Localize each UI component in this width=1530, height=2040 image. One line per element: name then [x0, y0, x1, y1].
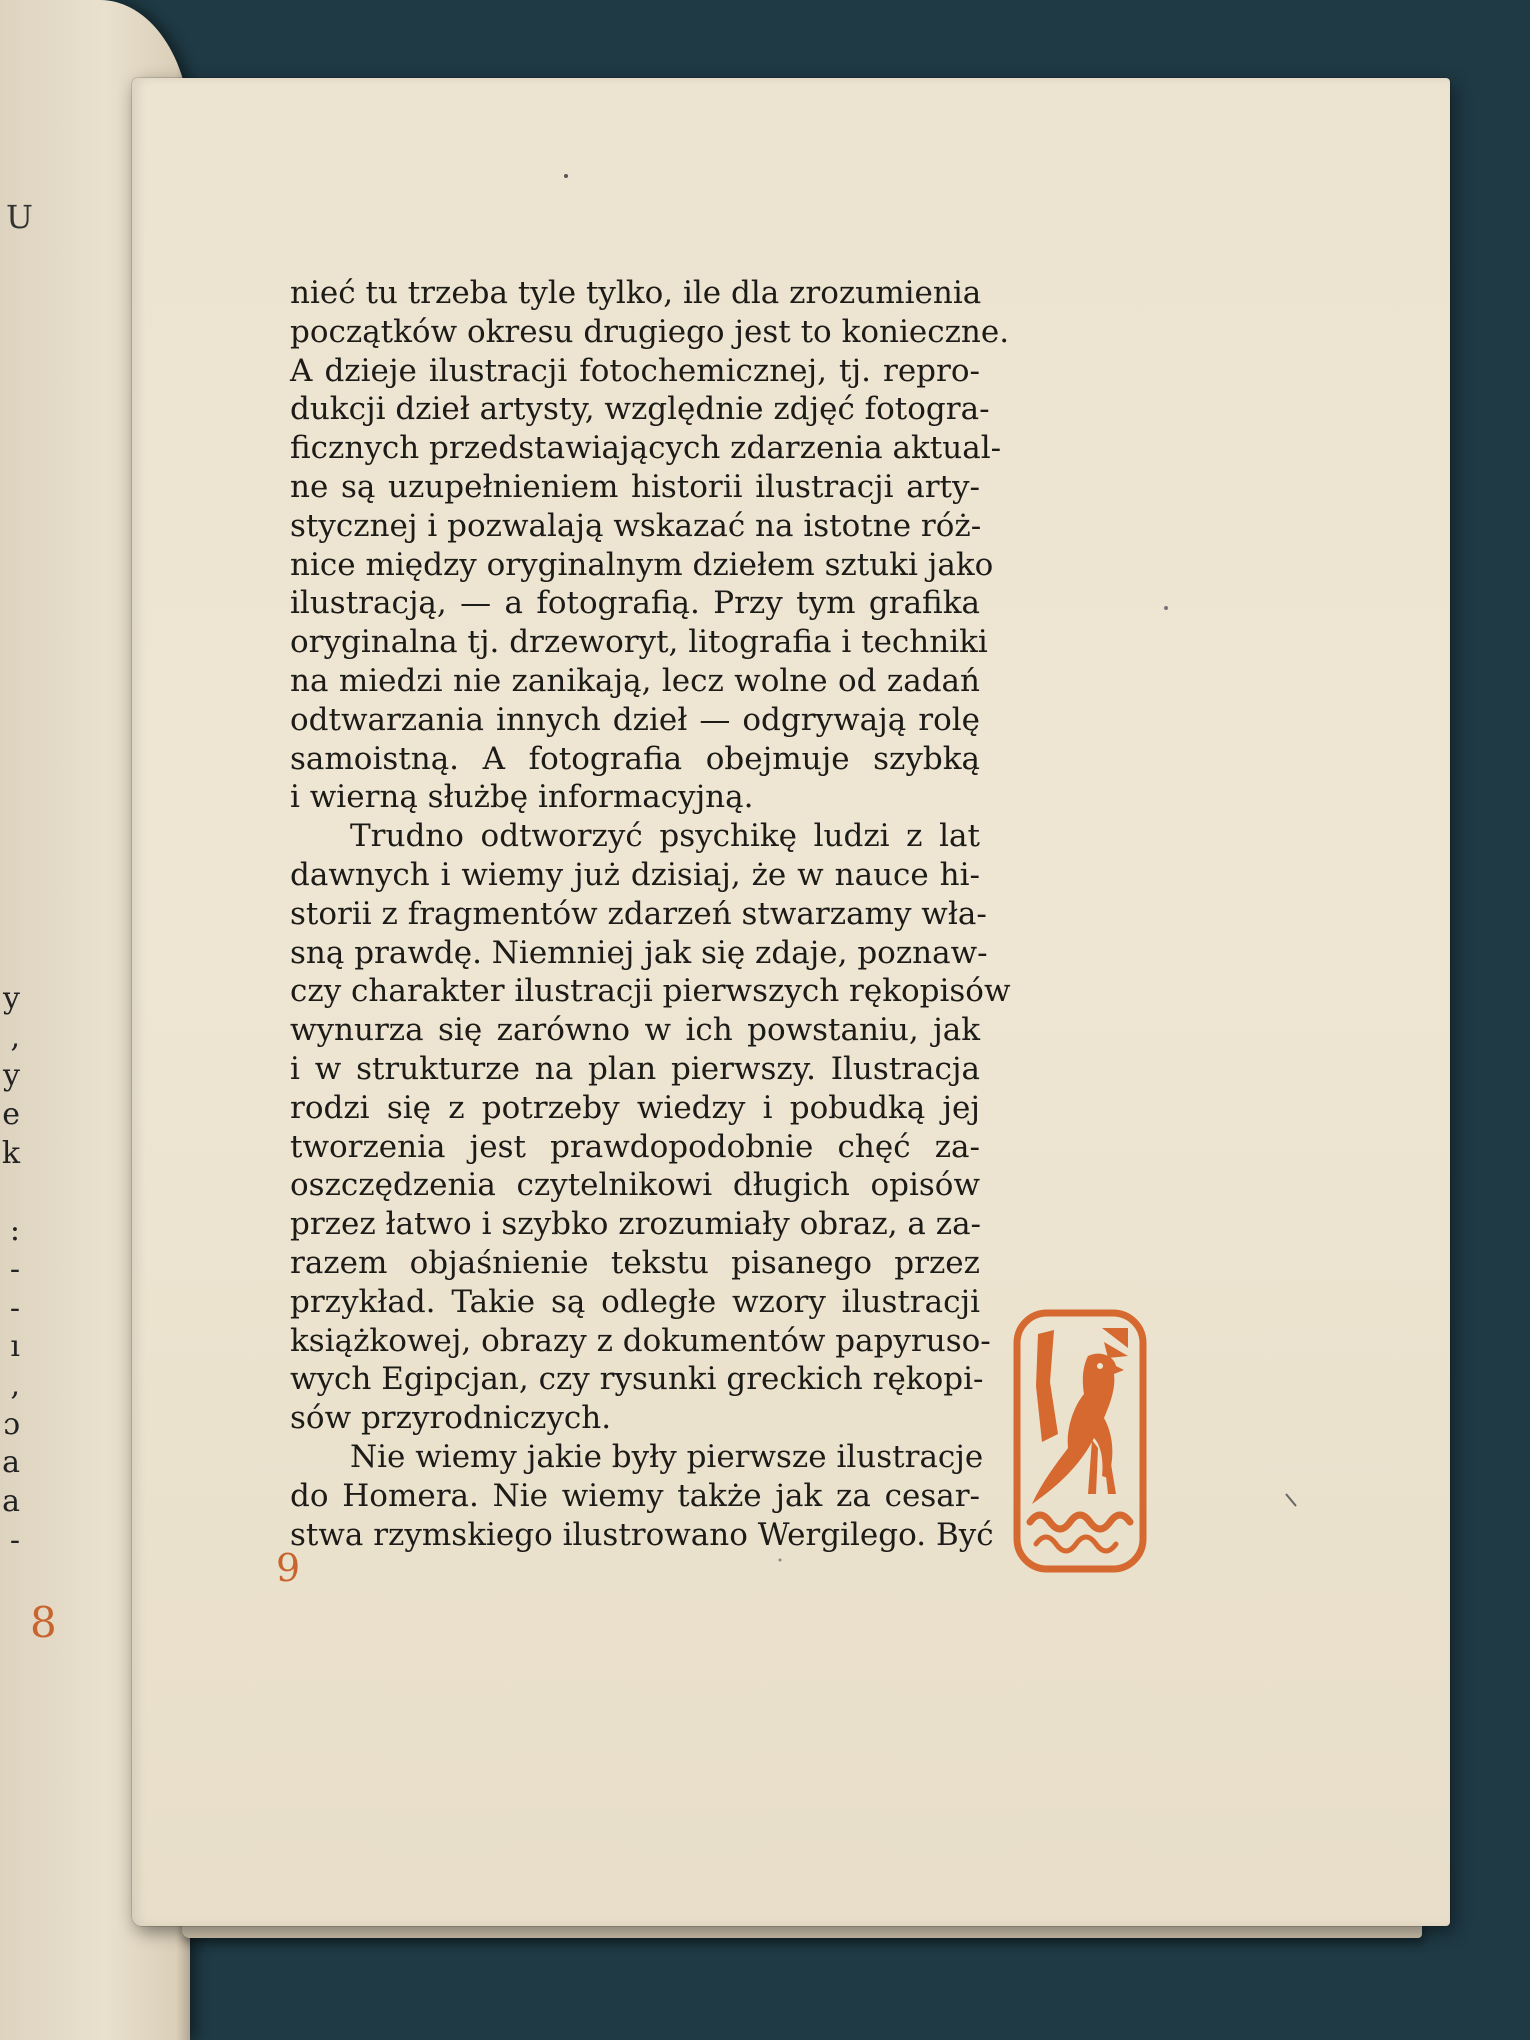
text-line: ne są uzupełnieniem historii ilustracji arty- [290, 468, 980, 505]
text-line: nice między oryginalnym dziełem sztuki jako [290, 546, 994, 583]
left-page-fragment-char: e [2, 1097, 20, 1133]
body-text [290, 274, 1011, 1554]
text-line: dukcji dzieł artysty, względnie zdjęć fotogra- [290, 391, 990, 428]
text-line: dawnych i wiemy już dzisiaj, że w nauce hi- [290, 856, 980, 893]
left-page-fragment-char [0, 1173, 20, 1212]
text-line: storii z fragmentów zdarzeń stwarzamy wła- [290, 895, 987, 932]
text-line: rodzi się z potrzeby wiedzy i pobudką jej [290, 1089, 980, 1126]
text-line: Trudno odtworzyć psychikę ludzi z lat [350, 818, 980, 855]
text-line: i wierną służbę informacyjną. [290, 779, 754, 816]
text-line: i w strukturze na plan pierwszy. Ilustracja [290, 1050, 980, 1087]
page-number: 9 [276, 1546, 301, 1590]
left-page-fragment-char: ɔ [3, 1406, 20, 1442]
left-page-fragment-char: y [3, 1058, 20, 1094]
left-page-fragment-char: - [9, 1522, 20, 1558]
left-page-fragment-char: - [9, 1290, 20, 1326]
text-line: stycznej i pozwalają wskazać na istotne róż- [290, 507, 982, 544]
text-line: wynurza się zarówno w ich powstaniu, jak [290, 1012, 980, 1049]
text-line: ficznych przedstawiających zdarzenia aktual- [290, 430, 1002, 467]
left-page-fragment-char: , [10, 1367, 20, 1403]
left-page-fragment-char: : [9, 1213, 20, 1249]
text-line: tworzenia jest prawdopodobnie chęć za- [290, 1128, 980, 1165]
left-page-fragment-char: a [2, 1483, 20, 1519]
left-page-number: 8 [30, 1598, 57, 1647]
text-line: na miedzi nie zanikają, lecz wolne od zadań [290, 662, 980, 699]
left-page-fragment-char: a [2, 1445, 20, 1481]
text-line: odtwarzania innych dzieł — odgrywają rolę [290, 701, 980, 738]
text-line: sną prawdę. Niemniej jak się zdaje, poznaw- [290, 934, 988, 971]
text-line: czy charakter ilustracji pierwszych rękopisów [290, 973, 1011, 1010]
left-page-text-fragments [0, 980, 20, 1560]
text-line: początków okresu drugiego jest to konieczne. [290, 313, 1010, 350]
left-page-top-letter: U [6, 198, 33, 236]
text-line: stwa rzymskiego ilustrowano Wergilego. Być [290, 1516, 994, 1553]
text-line: Nie wiemy jakie były pierwsze ilustracje [350, 1438, 984, 1475]
text-line: wych Egipcjan, czy rysunki greckich rękopi- [290, 1361, 984, 1398]
left-page-fragment-char: y [3, 981, 20, 1016]
text-line: oszczędzenia czytelnikowi długich opisów [290, 1167, 980, 1204]
text-line: przez łatwo i szybko zrozumiały obraz, a za- [290, 1206, 982, 1243]
text-line: A dzieje ilustracji fotochemicznej, tj. repro- [290, 352, 980, 389]
text-line: książkowej, obrazy z dokumentów papyruso- [290, 1322, 991, 1359]
text-line: przykład. Takie są odległe wzory ilustracji [290, 1283, 980, 1320]
text-line: samoistną. A fotografia obejmuje szybką [290, 740, 980, 777]
left-page-fragment-char: k [1, 1135, 20, 1171]
text-line: sów przyrodniczych. [290, 1400, 612, 1437]
left-page-fragment-char: ı [10, 1329, 20, 1365]
text-line: razem objaśnienie tekstu pisanego przez [290, 1244, 980, 1281]
text-line: do Homera. Nie wiemy także jak za cesar- [290, 1477, 980, 1514]
egyptian-falcon-cartouche-icon [1012, 1308, 1148, 1574]
left-page-fragment-char: - [9, 1251, 20, 1287]
text-line: ilustracją, — a fotografią. Przy tym grafika [290, 585, 980, 622]
text-line: oryginalna tj. drzeworyt, litografia i techniki [290, 624, 988, 661]
text-line: nieć tu trzeba tyle tylko, ile dla zrozumienia [290, 275, 982, 311]
left-page-fragment-char: , [10, 1019, 20, 1055]
